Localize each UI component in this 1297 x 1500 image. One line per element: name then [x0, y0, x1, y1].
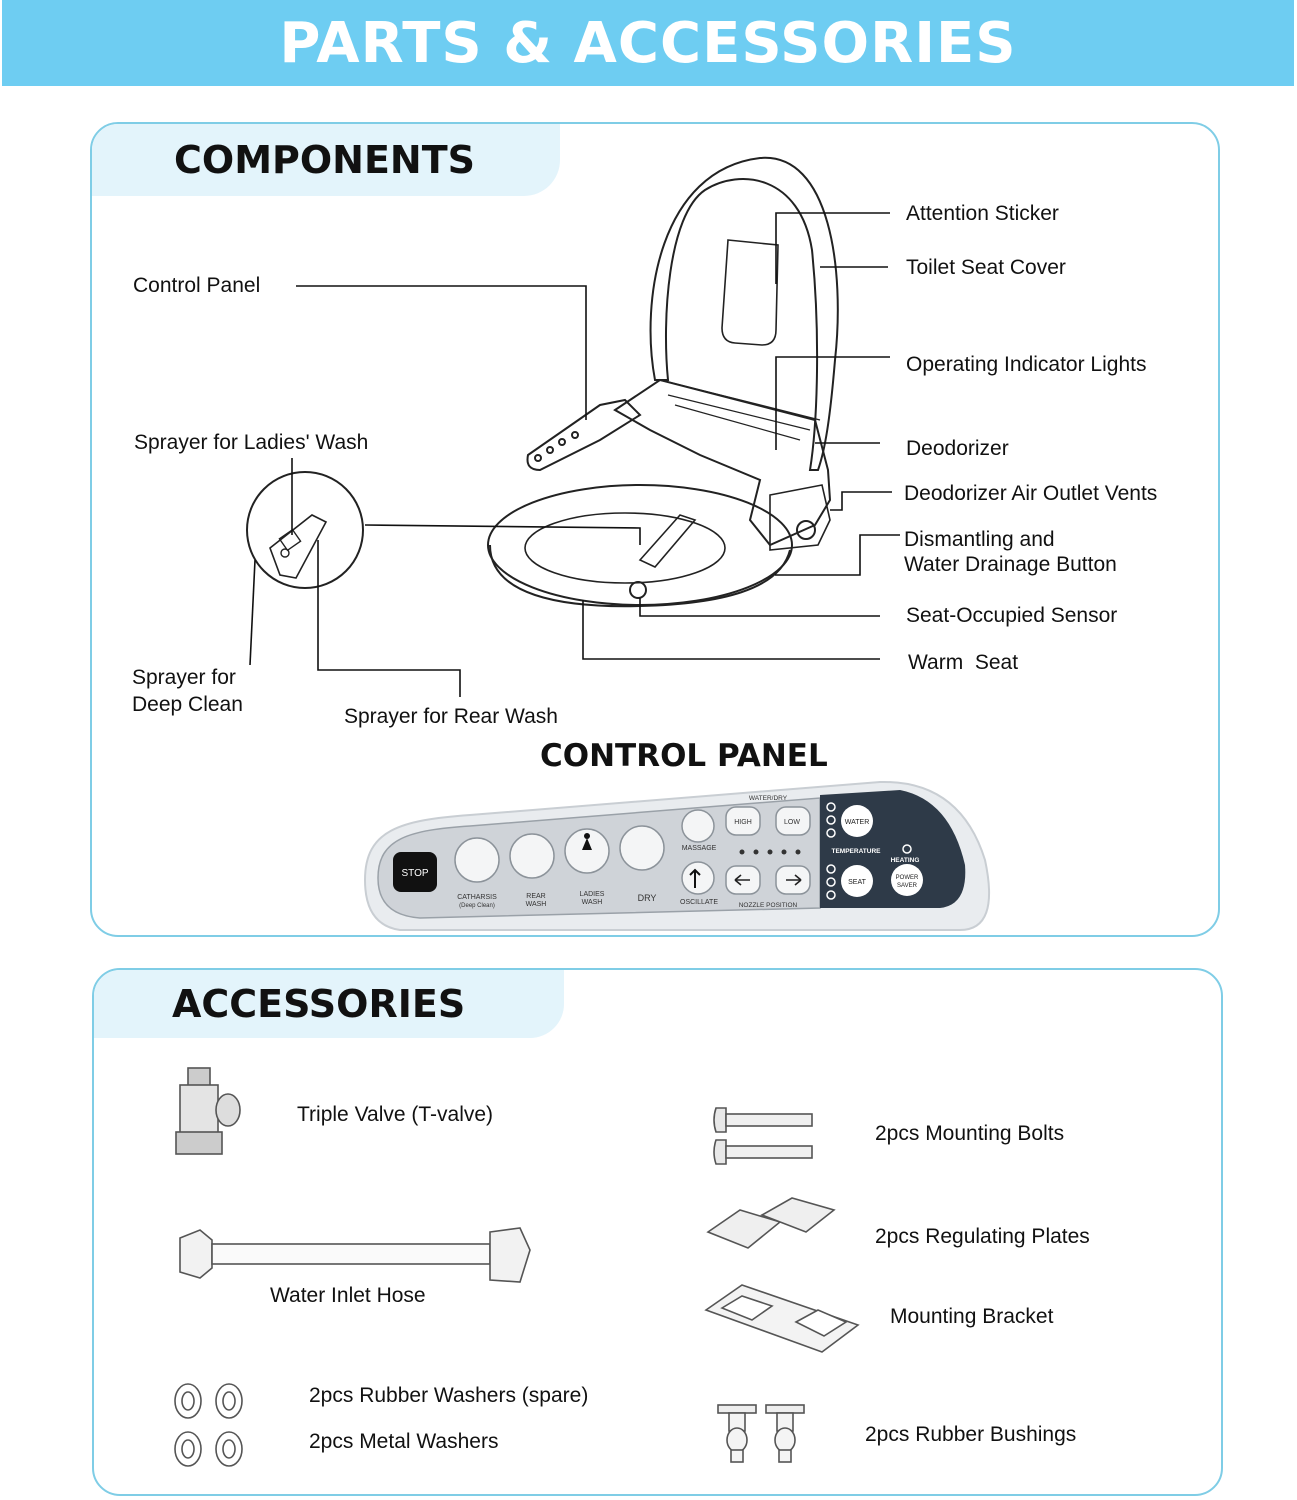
water-inlet-hose-icon	[180, 1228, 530, 1282]
label-metal-washers: 2pcs Metal Washers	[309, 1430, 499, 1453]
label-deodorizer: Deodorizer	[906, 437, 1009, 460]
label-sprayer-ladies-wash: Sprayer for Ladies' Wash	[134, 431, 369, 454]
svg-text:CATHARSIS: CATHARSIS	[457, 894, 497, 901]
regulating-plates-icon	[708, 1198, 834, 1248]
svg-text:MASSAGE: MASSAGE	[681, 845, 717, 852]
label-sprayer-rear-wash: Sprayer for Rear Wash	[344, 705, 558, 728]
control-panel-heading: CONTROL PANEL	[540, 738, 828, 774]
svg-text:SAVER: SAVER	[897, 883, 917, 889]
washers-icon	[175, 1384, 242, 1466]
components-heading: COMPONENTS	[174, 138, 476, 182]
svg-text:POWER: POWER	[895, 875, 919, 881]
label-mounting-bolts: 2pcs Mounting Bolts	[875, 1122, 1065, 1145]
mounting-bolts-icon	[714, 1108, 812, 1164]
label-sprayer-deep-clean-line1: Sprayer for	[132, 666, 236, 689]
svg-text:OSCILLATE: OSCILLATE	[680, 899, 718, 906]
cp-stop-text: STOP	[401, 868, 429, 879]
label-water-inlet-hose: Water Inlet Hose	[270, 1284, 426, 1307]
svg-text:WASH: WASH	[525, 901, 547, 908]
label-attention-sticker: Attention Sticker	[906, 202, 1059, 225]
svg-text:WATER/DRY: WATER/DRY	[748, 795, 788, 802]
label-control-panel: Control Panel	[133, 274, 261, 297]
svg-text:HIGH: HIGH	[734, 819, 752, 826]
accessories-heading: ACCESSORIES	[172, 982, 466, 1026]
label-seat-occupied-sensor: Seat-Occupied Sensor	[906, 604, 1118, 627]
svg-text:REAR: REAR	[526, 893, 546, 900]
svg-text:SEAT: SEAT	[848, 879, 866, 886]
svg-text:DRY: DRY	[637, 893, 657, 903]
label-triple-valve: Triple Valve (T-valve)	[297, 1103, 494, 1126]
svg-text:TEMPERATURE: TEMPERATURE	[831, 848, 881, 855]
svg-text:NOZZLE POSITION: NOZZLE POSITION	[738, 902, 798, 909]
label-rubber-bushings: 2pcs Rubber Bushings	[865, 1423, 1077, 1446]
label-toilet-seat-cover: Toilet Seat Cover	[906, 256, 1066, 279]
svg-text:WASH: WASH	[581, 899, 603, 906]
svg-text:WATER: WATER	[844, 819, 870, 826]
page-title: PARTS & ACCESSORIES	[279, 10, 1017, 76]
label-sprayer-deep-clean-line2: Deep Clean	[132, 693, 243, 716]
label-mounting-bracket: Mounting Bracket	[890, 1305, 1054, 1328]
triple-valve-icon	[176, 1068, 240, 1154]
svg-text:HEATING: HEATING	[890, 857, 920, 864]
svg-text:LADIES: LADIES	[579, 891, 605, 898]
label-dismantling-line2: Water Drainage Button	[904, 553, 1117, 576]
label-dismantling-line1: Dismantling and	[904, 528, 1055, 551]
svg-text:(Deep Clean): (Deep Clean)	[459, 903, 495, 909]
svg-text:LOW: LOW	[784, 819, 800, 826]
rubber-bushings-icon	[718, 1405, 804, 1462]
label-warm-seat: Warm Seat	[908, 651, 1019, 674]
label-rubber-washers: 2pcs Rubber Washers (spare)	[309, 1384, 589, 1407]
label-regulating-plates: 2pcs Regulating Plates	[875, 1225, 1090, 1248]
mounting-bracket-icon	[706, 1285, 858, 1352]
label-operating-indicator-lights: Operating Indicator Lights	[906, 353, 1147, 376]
label-deodorizer-air-outlet-vents: Deodorizer Air Outlet Vents	[904, 482, 1158, 505]
